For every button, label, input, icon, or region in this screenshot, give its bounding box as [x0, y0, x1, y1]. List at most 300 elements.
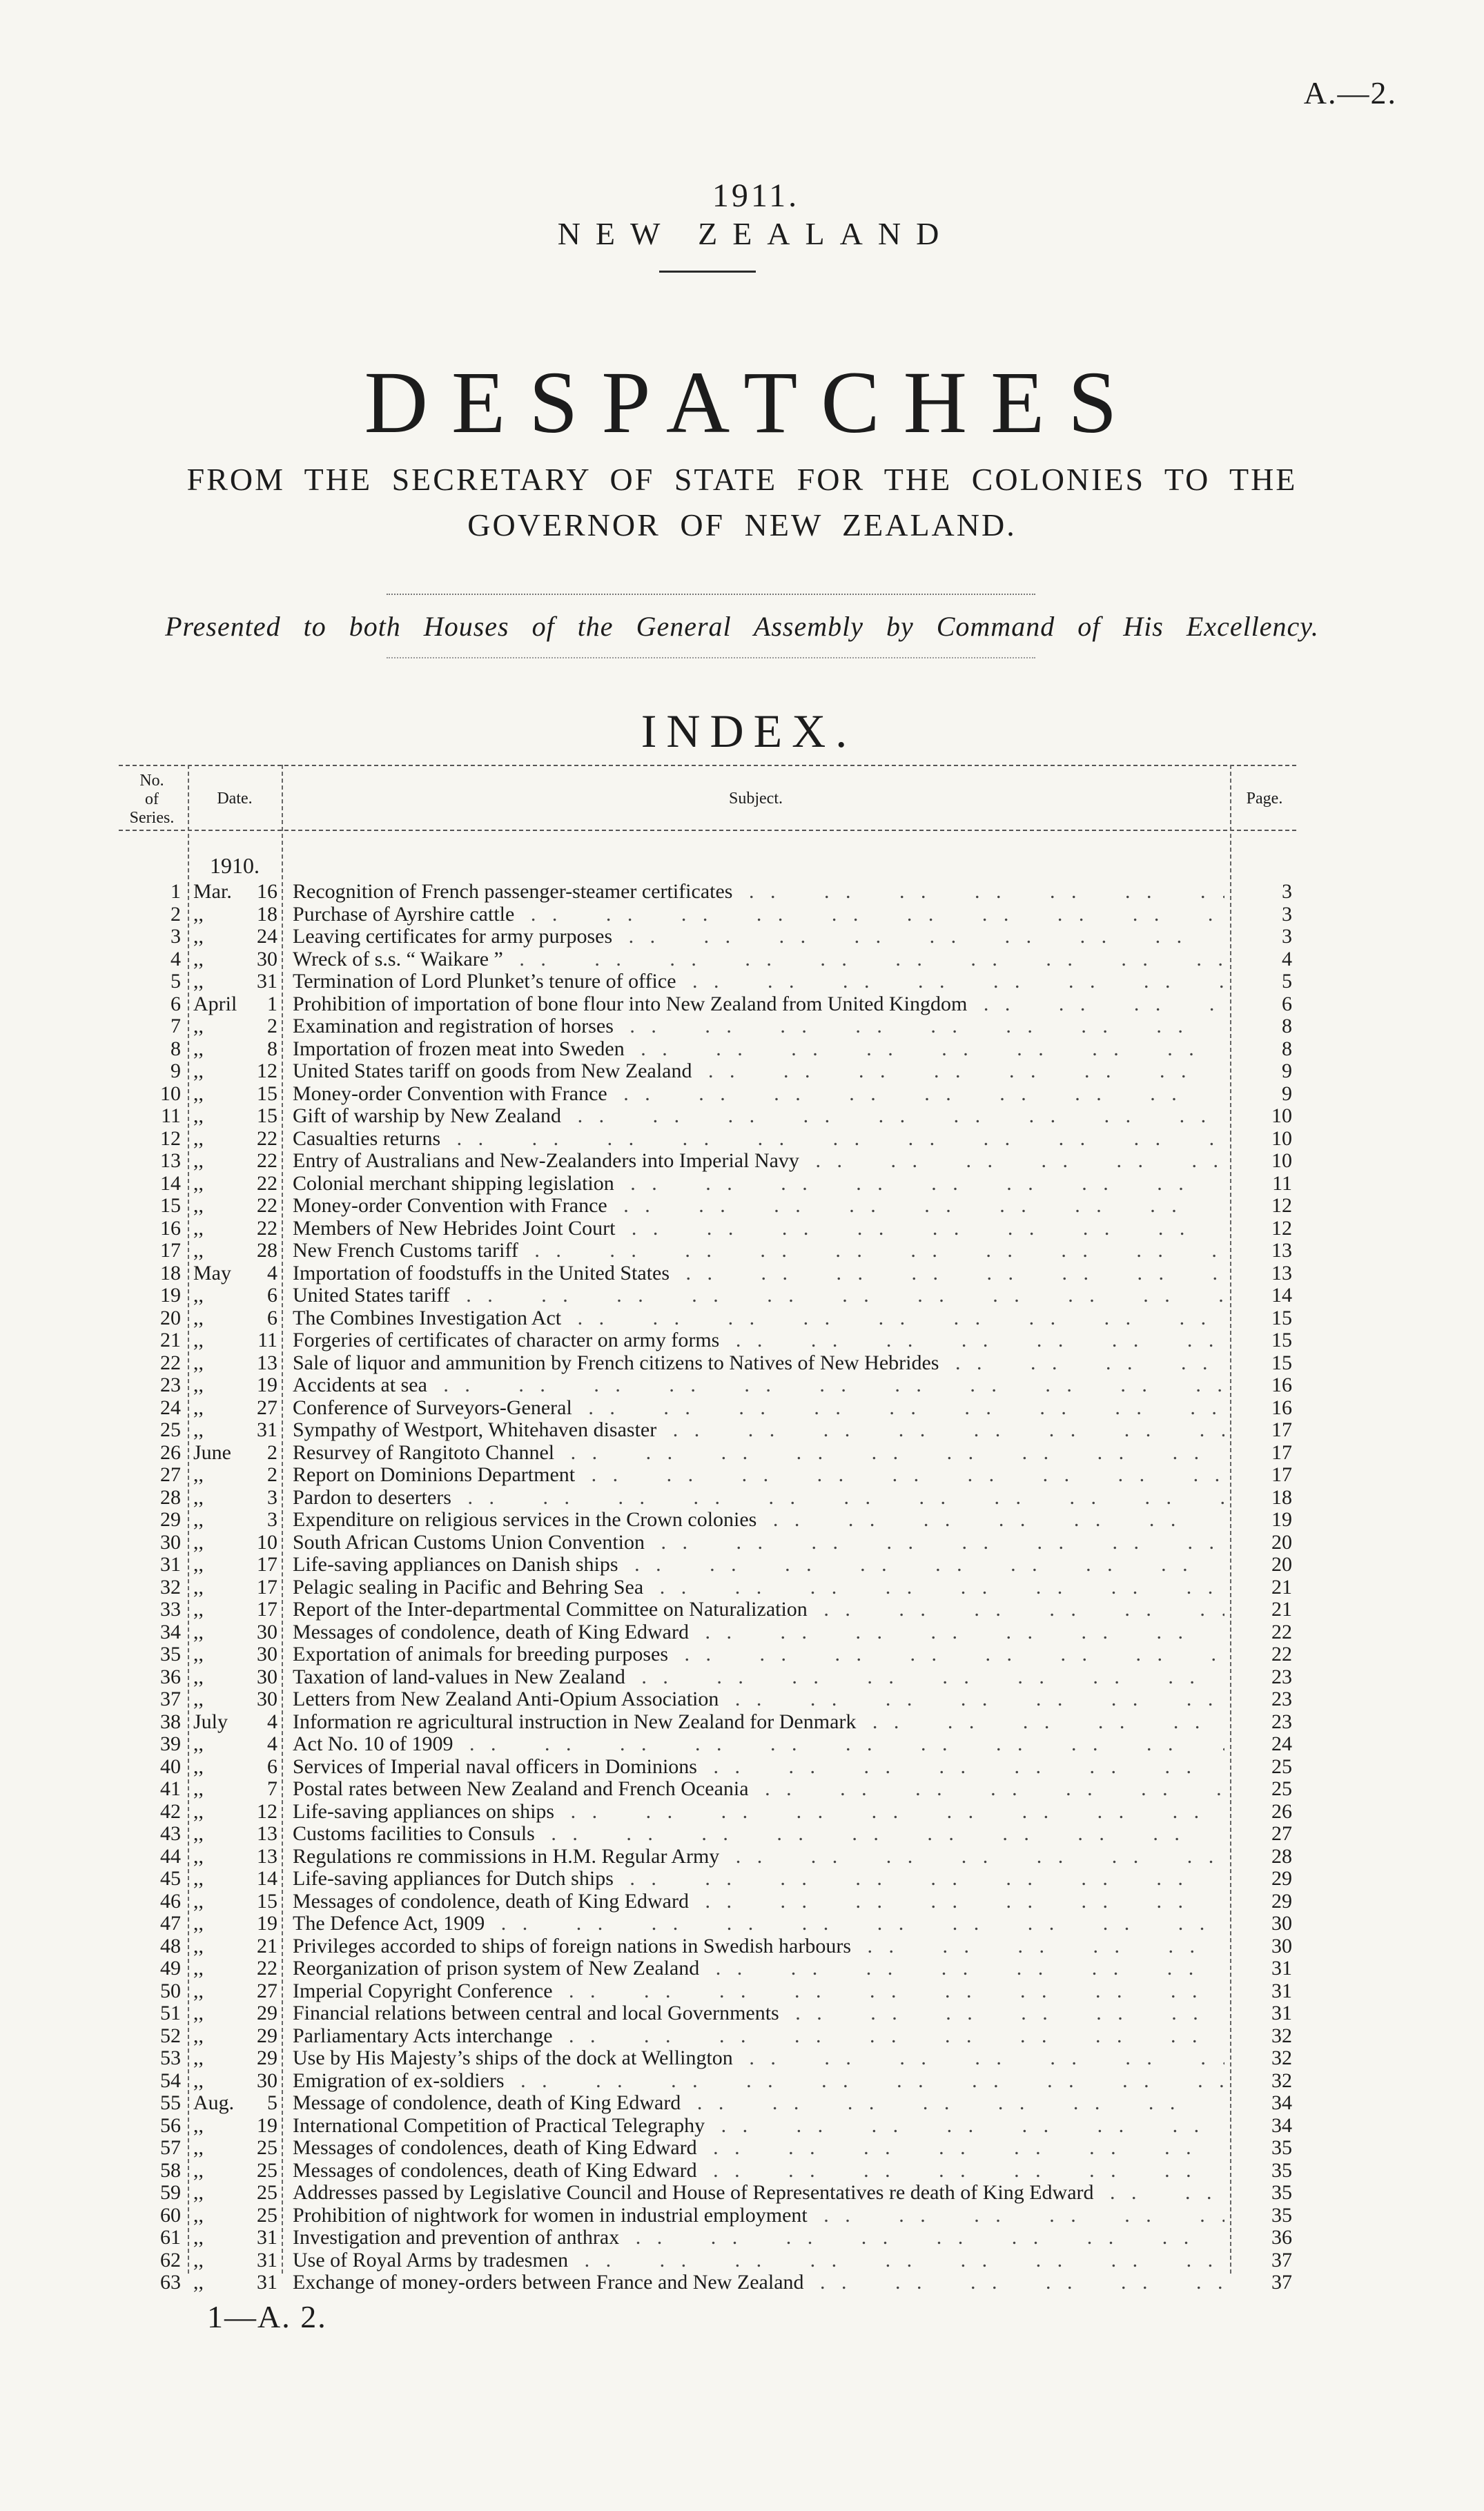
row-day: 22: [257, 1171, 277, 1195]
row-month: ,,: [193, 925, 204, 948]
row-page: 14: [1271, 1284, 1292, 1307]
table-row: [119, 1599, 1296, 1621]
row-day: 30: [257, 2069, 277, 2092]
row-subject: Importation of frozen meat into Sweden . .: [293, 1038, 1224, 1061]
row-day: 30: [257, 1665, 277, 1688]
row-page: 28: [1271, 1844, 1292, 1868]
row-subject: Sale of liquor and ammunition by French citizens to Natives of New Hebrides . .: [293, 1352, 1224, 1375]
row-number: 3: [170, 925, 181, 948]
row-page: 25: [1271, 1755, 1292, 1778]
row-subject: Prohibition of importation of bone flour into New Zealand from United Kingdom . .: [293, 993, 1224, 1016]
row-day: 27: [257, 1396, 277, 1419]
row-day: 6: [267, 1755, 277, 1778]
row-day: 5: [267, 2091, 277, 2114]
row-day: 15: [257, 1082, 277, 1105]
row-subject: Termination of Lord Plunket’s tenure of office . .: [293, 970, 1224, 993]
table-row: [119, 1554, 1296, 1576]
row-day: 22: [257, 1957, 277, 1980]
row-month: ,,: [193, 1418, 204, 1441]
table-row: [119, 2182, 1296, 2205]
table-row: [119, 2137, 1296, 2160]
row-number: 57: [160, 2136, 181, 2159]
table-row: [119, 1329, 1296, 1352]
dotted-rule-top: [387, 594, 1035, 596]
row-day: 15: [257, 1104, 277, 1127]
row-number: 17: [160, 1239, 181, 1262]
row-number: 63: [160, 2271, 181, 2294]
row-day: 22: [257, 1216, 277, 1240]
table-row: [119, 1442, 1296, 1465]
header-subject: Subject.: [729, 790, 783, 808]
row-page: 10: [1271, 1149, 1292, 1172]
index-heading: INDEX.: [641, 705, 857, 757]
row-number: 7: [170, 1015, 181, 1037]
row-page: 31: [1271, 2002, 1292, 2024]
row-day: 17: [257, 1575, 277, 1599]
row-subject: South African Customs Union Convention . .: [293, 1532, 1224, 1554]
table-row: [119, 1419, 1296, 1442]
row-subject: Messages of condolence, death of King Edward . .: [293, 1890, 1224, 1913]
subtitle-line-1: FROM THE SECRETARY OF STATE FOR THE COLONIES TO THE: [186, 462, 1298, 497]
row-month: ,,: [193, 1889, 204, 1913]
row-page: 20: [1271, 1530, 1292, 1554]
table-row: [119, 2002, 1296, 2025]
table-row: [119, 1218, 1296, 1240]
row-page: 5: [1282, 970, 1292, 993]
country-heading: NEW ZEALAND: [557, 216, 955, 251]
table-row: [119, 1487, 1296, 1509]
row-page: 9: [1282, 1082, 1292, 1105]
row-month: ,,: [193, 1171, 204, 1195]
row-number: 46: [160, 1889, 181, 1913]
row-number: 36: [160, 1665, 181, 1688]
row-page: 19: [1271, 1508, 1292, 1531]
row-day: 27: [257, 1979, 277, 2002]
row-day: 11: [257, 1329, 277, 1351]
row-page: 3: [1282, 902, 1292, 926]
row-number: 4: [170, 947, 181, 970]
header-no-line: No.: [139, 772, 164, 790]
row-page: 32: [1271, 2024, 1292, 2047]
row-subject: United States tariff . .: [293, 1284, 1224, 1307]
row-day: 15: [257, 1889, 277, 1913]
table-row: [119, 2025, 1296, 2048]
row-subject: Prohibition of nightwork for women in industrial employment . .: [293, 2205, 1224, 2227]
row-month: ,,: [193, 1149, 204, 1172]
row-page: 9: [1282, 1059, 1292, 1082]
row-number: 62: [160, 2248, 181, 2271]
row-month: ,,: [193, 2271, 204, 2294]
row-month: ,,: [193, 2136, 204, 2159]
subtitle: [0, 457, 1484, 548]
row-day: 13: [257, 1822, 277, 1845]
table-row: [119, 1397, 1296, 1420]
row-page: 24: [1271, 1732, 1292, 1755]
row-subject: Exchange of money-orders between France and New Zealand . .: [293, 2271, 1224, 2294]
row-month: ,,: [193, 1284, 204, 1307]
row-number: 22: [160, 1351, 181, 1374]
row-month: ,,: [193, 1688, 204, 1710]
row-day: 22: [257, 1149, 277, 1172]
row-subject: Pelagic sealing in Pacific and Behring Sea . .: [293, 1576, 1224, 1599]
row-subject: Postal rates between New Zealand and French Oceania . .: [293, 1778, 1224, 1801]
row-number: 33: [160, 1598, 181, 1621]
row-subject: The Combines Investigation Act . .: [293, 1307, 1224, 1330]
row-number: 43: [160, 1822, 181, 1845]
row-number: 56: [160, 2113, 181, 2137]
row-subject: Addresses passed by Legislative Council and House of Representatives re death of King Edward . .: [293, 2182, 1224, 2205]
table-row: [119, 903, 1296, 926]
row-page: 17: [1271, 1463, 1292, 1486]
row-month: ,,: [193, 1396, 204, 1419]
row-subject: Emigration of ex-soldiers . .: [293, 2070, 1224, 2093]
row-subject: Act No. 10 of 1909 . .: [293, 1733, 1224, 1756]
row-number: 25: [160, 1418, 181, 1441]
row-number: 29: [160, 1508, 181, 1531]
row-number: 28: [160, 1485, 181, 1509]
row-subject: Report on Dominions Department . .: [293, 1464, 1224, 1487]
table-row: [119, 2249, 1296, 2272]
row-month: ,,: [193, 1082, 204, 1105]
table-row: [119, 1576, 1296, 1599]
row-page: 13: [1271, 1239, 1292, 1262]
row-page: 17: [1271, 1418, 1292, 1441]
row-subject: Financial relations between central and local Governments . .: [293, 2002, 1224, 2025]
row-day: 31: [257, 2248, 277, 2271]
row-month: ,,: [193, 1194, 204, 1217]
row-month: July: [193, 1710, 228, 1733]
row-day: 17: [257, 1598, 277, 1621]
row-page: 32: [1271, 2069, 1292, 2092]
row-subject: Investigation and prevention of anthrax . .: [293, 2227, 1224, 2249]
row-number: 16: [160, 1216, 181, 1240]
row-day: 2: [267, 1440, 277, 1464]
subtitle-line-2: GOVERNOR OF NEW ZEALAND.: [467, 507, 1017, 543]
row-page: 16: [1271, 1396, 1292, 1419]
table-row: [119, 1935, 1296, 1958]
row-month: ,,: [193, 1329, 204, 1351]
table-row: [119, 993, 1296, 1016]
row-page: 35: [1271, 2136, 1292, 2159]
table-row: [119, 1060, 1296, 1083]
index-table: [119, 765, 1296, 2294]
table-row: [119, 2271, 1296, 2294]
row-subject: New French Customs tariff . .: [293, 1240, 1224, 1262]
row-number: 32: [160, 1575, 181, 1599]
row-page: 36: [1271, 2226, 1292, 2249]
row-month: ,,: [193, 1463, 204, 1486]
row-day: 30: [257, 1620, 277, 1643]
row-subject: Imperial Copyright Conference . .: [293, 1980, 1224, 2003]
table-row: [119, 1913, 1296, 1935]
table-row: [119, 1240, 1296, 1262]
row-page: 34: [1271, 2113, 1292, 2137]
row-month: ,,: [193, 2226, 204, 2249]
row-number: 12: [160, 1126, 181, 1150]
table-row: [119, 1688, 1296, 1711]
row-page: 23: [1271, 1665, 1292, 1688]
table-row: [119, 2160, 1296, 2182]
row-subject: Leaving certificates for army purposes . .: [293, 926, 1224, 948]
row-page: 15: [1271, 1329, 1292, 1351]
row-page: 26: [1271, 1799, 1292, 1823]
row-day: 18: [257, 902, 277, 926]
row-page: 21: [1271, 1598, 1292, 1621]
row-day: 22: [257, 1126, 277, 1150]
heading-rule: [659, 271, 756, 273]
row-day: 1: [267, 992, 277, 1015]
row-number: 26: [160, 1440, 181, 1464]
row-subject: Report of the Inter-departmental Committee on Naturalization . .: [293, 1599, 1224, 1621]
row-subject: Taxation of land-values in New Zealand . .: [293, 1666, 1224, 1689]
table-row: [119, 1105, 1296, 1128]
row-number: 31: [160, 1553, 181, 1576]
row-number: 61: [160, 2226, 181, 2249]
row-number: 45: [160, 1867, 181, 1890]
row-number: 19: [160, 1284, 181, 1307]
row-number: 24: [160, 1396, 181, 1419]
row-number: 49: [160, 1957, 181, 1980]
row-page: 4: [1282, 947, 1292, 970]
row-page: 13: [1271, 1261, 1292, 1284]
row-day: 13: [257, 1351, 277, 1374]
row-month: ,,: [193, 947, 204, 970]
row-subject: Members of New Hebrides Joint Court . .: [293, 1218, 1224, 1240]
row-number: 59: [160, 2181, 181, 2204]
row-subject: Money-order Convention with France . .: [293, 1083, 1224, 1106]
table-row: [119, 1038, 1296, 1061]
row-month: Mar.: [193, 880, 232, 903]
row-page: 30: [1271, 1912, 1292, 1935]
row-number: 30: [160, 1530, 181, 1554]
row-number: 11: [161, 1104, 181, 1127]
table-top-rule: [119, 765, 1296, 766]
table-row: [119, 1733, 1296, 1756]
row-page: 15: [1271, 1351, 1292, 1374]
row-month: ,,: [193, 1799, 204, 1823]
row-page: 17: [1271, 1440, 1292, 1464]
table-row: [119, 1262, 1296, 1285]
row-number: 20: [160, 1306, 181, 1329]
row-subject: Privileges accorded to ships of foreign nations in Swedish harbours . .: [293, 1935, 1224, 1958]
row-subject: Letters from New Zealand Anti-Opium Association . .: [293, 1688, 1224, 1711]
row-month: ,,: [193, 1374, 204, 1396]
row-day: 6: [267, 1306, 277, 1329]
row-month: ,,: [193, 2158, 204, 2182]
table-row: [119, 1823, 1296, 1846]
row-subject: Importation of foodstuffs in the United States . .: [293, 1262, 1224, 1285]
row-month: ,,: [193, 1755, 204, 1778]
header-series-line: Series.: [129, 809, 175, 827]
row-page: 34: [1271, 2091, 1292, 2114]
row-page: 11: [1272, 1171, 1292, 1195]
row-month: ,,: [193, 1037, 204, 1060]
row-month: ,,: [193, 1934, 204, 1957]
row-subject: International Competition of Practical Telegraphy . .: [293, 2115, 1224, 2138]
row-subject: Messages of condolences, death of King Edward . .: [293, 2137, 1224, 2160]
table-row: [119, 1150, 1296, 1173]
row-subject: Resurvey of Rangitoto Channel . .: [293, 1442, 1224, 1465]
row-number: 55: [160, 2091, 181, 2114]
row-subject: Use by His Majesty’s ships of the dock at Wellington . .: [293, 2047, 1224, 2070]
row-day: 4: [267, 1710, 277, 1733]
row-day: 16: [257, 880, 277, 903]
table-row: [119, 1778, 1296, 1801]
row-number: 2: [170, 902, 181, 926]
table-row: [119, 1083, 1296, 1106]
row-page: 15: [1271, 1306, 1292, 1329]
header-of-line: of: [145, 790, 159, 808]
row-number: 21: [160, 1329, 181, 1351]
table-row: [119, 1015, 1296, 1038]
row-month: ,,: [193, 1553, 204, 1576]
row-page: 10: [1271, 1126, 1292, 1150]
row-day: 19: [257, 2113, 277, 2137]
row-subject: Life-saving appliances on ships . .: [293, 1801, 1224, 1824]
table-row: [119, 1801, 1296, 1824]
row-subject: Recognition of French passenger-steamer certificates . .: [293, 881, 1224, 903]
row-page: 23: [1271, 1688, 1292, 1710]
row-day: 31: [257, 2271, 277, 2294]
table-row: [119, 2205, 1296, 2227]
row-month: ,,: [193, 1957, 204, 1980]
row-subject: Parliamentary Acts interchange . .: [293, 2025, 1224, 2048]
table-row: [119, 1980, 1296, 2003]
table-row: [119, 2047, 1296, 2070]
row-page: 35: [1271, 2181, 1292, 2204]
table-row: [119, 1128, 1296, 1151]
row-month: ,,: [193, 1844, 204, 1868]
row-day: 4: [267, 1261, 277, 1284]
row-month: ,,: [193, 1867, 204, 1890]
row-page: 22: [1271, 1643, 1292, 1665]
row-number: 23: [160, 1374, 181, 1396]
table-row: [119, 948, 1296, 971]
row-day: 2: [267, 1463, 277, 1486]
row-number: 10: [160, 1082, 181, 1105]
row-day: 12: [257, 1799, 277, 1823]
row-month: ,,: [193, 1485, 204, 1509]
footer-signature: 1—A. 2.: [207, 2299, 327, 2334]
row-month: ,,: [193, 2248, 204, 2271]
row-page: 31: [1271, 1957, 1292, 1980]
row-number: 39: [160, 1732, 181, 1755]
row-day: 19: [257, 1912, 277, 1935]
table-row: [119, 1532, 1296, 1554]
row-number: 27: [160, 1463, 181, 1486]
row-subject: Conference of Surveyors-General . .: [293, 1397, 1224, 1420]
row-month: ,,: [193, 1822, 204, 1845]
row-number: 34: [160, 1620, 181, 1643]
table-row: [119, 1868, 1296, 1890]
table-row: [119, 1621, 1296, 1644]
row-number: 13: [160, 1149, 181, 1172]
row-day: 24: [257, 925, 277, 948]
dotted-rule-bottom: [387, 657, 1035, 659]
row-month: ,,: [193, 2203, 204, 2227]
row-month: ,,: [193, 902, 204, 926]
table-row: [119, 2227, 1296, 2249]
row-subject: Gift of warship by New Zealand . .: [293, 1105, 1224, 1128]
row-number: 54: [160, 2069, 181, 2092]
row-page: 27: [1271, 1822, 1292, 1845]
row-month: ,,: [193, 1575, 204, 1599]
row-month: ,,: [193, 1104, 204, 1127]
row-subject: Reorganization of prison system of New Zealand . .: [293, 1957, 1224, 1980]
row-page: 21: [1271, 1575, 1292, 1599]
row-number: 48: [160, 1934, 181, 1957]
row-day: 19: [257, 1374, 277, 1396]
row-day: 12: [257, 1059, 277, 1082]
row-month: ,,: [193, 1351, 204, 1374]
table-row: [119, 970, 1296, 993]
row-month: ,,: [193, 1530, 204, 1554]
row-month: ,,: [193, 1216, 204, 1240]
row-day: 30: [257, 947, 277, 970]
row-month: ,,: [193, 2113, 204, 2137]
row-page: 29: [1271, 1889, 1292, 1913]
row-number: 18: [160, 1261, 181, 1284]
row-month: ,,: [193, 1777, 204, 1800]
row-day: 25: [257, 2136, 277, 2159]
row-page: 25: [1271, 1777, 1292, 1800]
table-row: [119, 1374, 1296, 1397]
row-day: 30: [257, 1643, 277, 1665]
table-row: [119, 1195, 1296, 1218]
row-day: 21: [257, 1934, 277, 1957]
row-number: 9: [170, 1059, 181, 1082]
row-page: 23: [1271, 1710, 1292, 1733]
row-day: 14: [257, 1867, 277, 1890]
row-subject: Colonial merchant shipping legislation . .: [293, 1173, 1224, 1195]
row-page: 3: [1282, 925, 1292, 948]
row-number: 38: [160, 1710, 181, 1733]
row-subject: Expenditure on religious services in the Crown colonies . .: [293, 1509, 1224, 1532]
row-day: 3: [267, 1485, 277, 1509]
row-day: 28: [257, 1239, 277, 1262]
row-day: 31: [257, 970, 277, 993]
row-subject: Casualties returns . .: [293, 1128, 1224, 1151]
row-month: April: [193, 992, 237, 1015]
row-subject: Customs facilities to Consuls . .: [293, 1823, 1224, 1846]
row-page: 12: [1271, 1194, 1292, 1217]
table-row: [119, 1464, 1296, 1487]
row-month: ,,: [193, 1598, 204, 1621]
year-label: 1910.: [210, 853, 260, 878]
row-subject: Use of Royal Arms by tradesmen . .: [293, 2249, 1224, 2272]
row-subject: Messages of condolence, death of King Edward . .: [293, 1621, 1224, 1644]
row-day: 22: [257, 1194, 277, 1217]
row-number: 41: [160, 1777, 181, 1800]
row-month: ,,: [193, 1979, 204, 2002]
table-row: [119, 1756, 1296, 1779]
table-row: [119, 1352, 1296, 1375]
row-number: 47: [160, 1912, 181, 1935]
row-month: ,,: [193, 1508, 204, 1531]
row-day: 31: [257, 1418, 277, 1441]
row-day: 7: [267, 1777, 277, 1800]
row-subject: Life-saving appliances on Danish ships . .: [293, 1554, 1224, 1576]
row-number: 37: [160, 1688, 181, 1710]
row-page: 10: [1271, 1104, 1292, 1127]
row-number: 53: [160, 2046, 181, 2069]
row-month: ,,: [193, 2046, 204, 2069]
row-page: 6: [1282, 992, 1292, 1015]
row-number: 44: [160, 1844, 181, 1868]
row-subject: Money-order Convention with France . .: [293, 1195, 1224, 1218]
row-page: 32: [1271, 2046, 1292, 2069]
row-month: Aug.: [193, 2091, 235, 2114]
